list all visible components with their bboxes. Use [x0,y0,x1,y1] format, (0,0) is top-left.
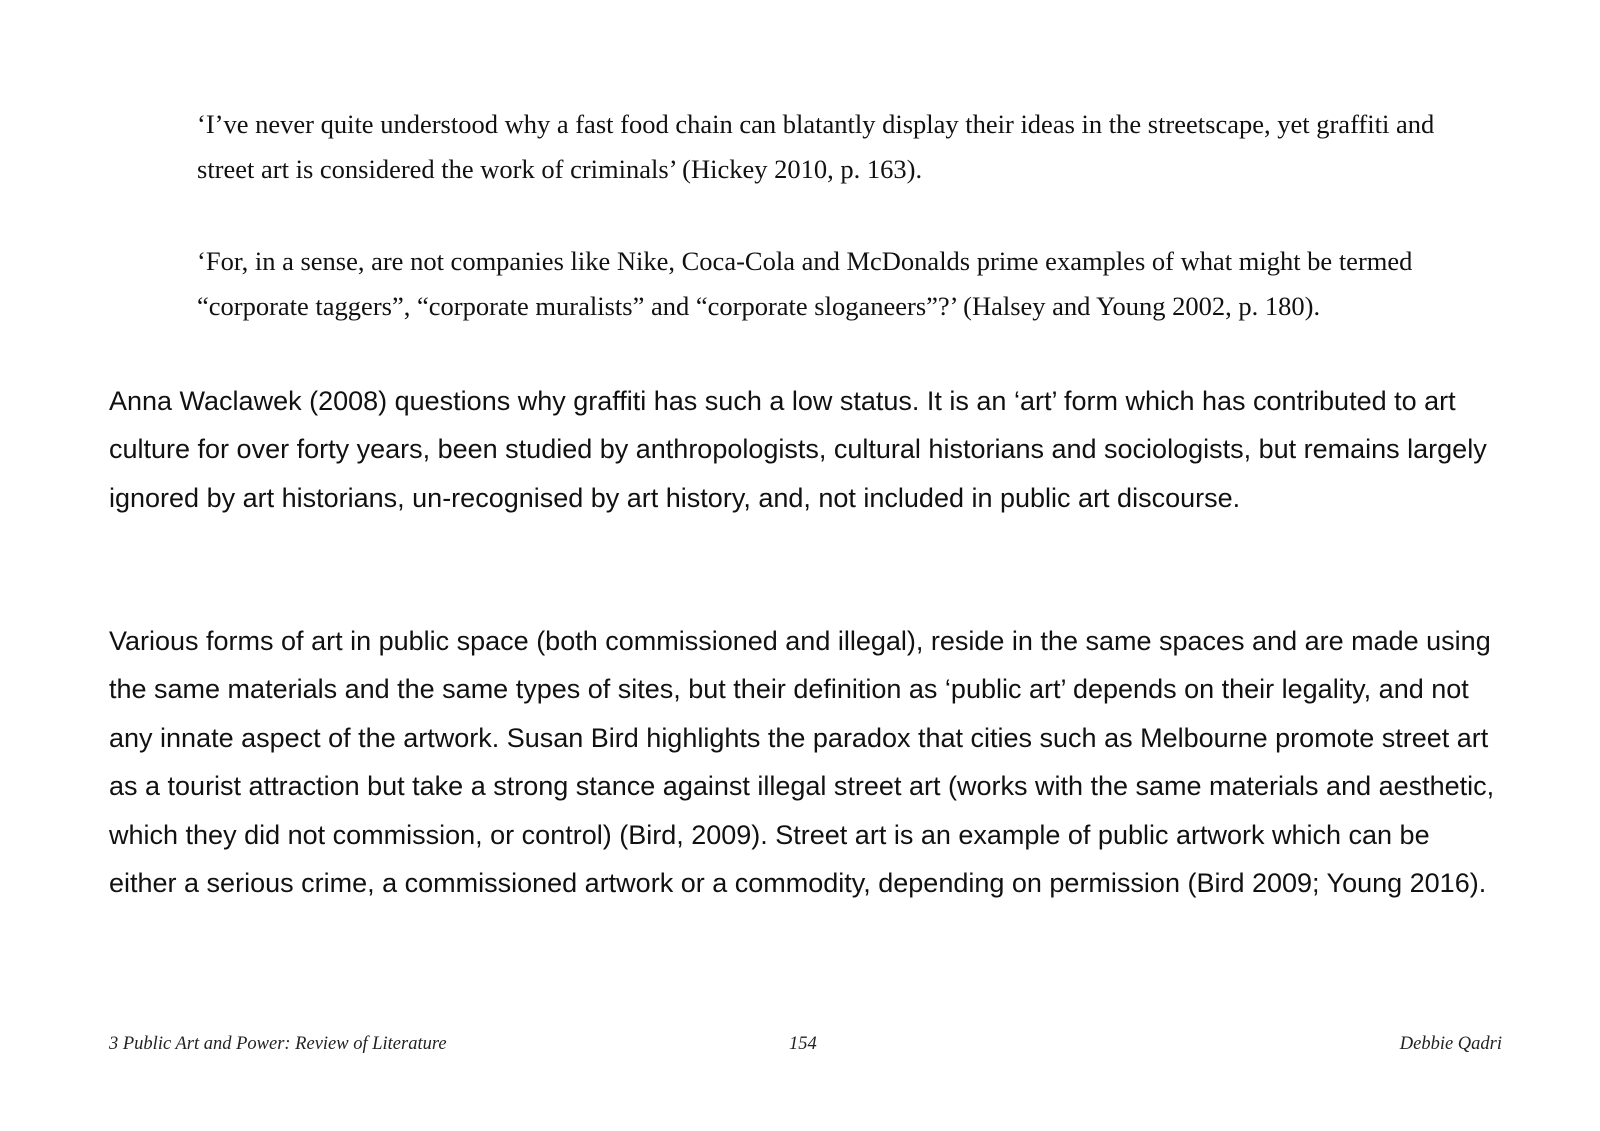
footer-author: Debbie Qadri [1399,1034,1502,1054]
block-quote-halsey-young: ‘For, in a sense, are not companies like Nike, Coca-Cola and McDonalds prime examples of what might be termed “corporate taggers”, “corporate muralists” and “corporate sloganeers”?’ (Halsey and Young 2002, p. 180). [197,246,1413,321]
block-quote-hickey: ‘I’ve never quite understood why a fast food chain can blatantly display their ideas in the streetscape, yet graffiti and street art is considered the work of criminals’ (Hickey 2010, p. 163). [197,109,1435,184]
footer-page-number: 154 [789,1034,817,1054]
footer-chapter-title: 3 Public Art and Power: Review of Literature [109,1034,447,1054]
body-paragraph-public-space: Various forms of art in public space (both commissioned and illegal), reside in the same spaces and are made using the same materials and the same types of sites, but their definition as ‘public art’ depends on their legality, and not any innate aspect of the artwork. Susan Bird highlights the paradox that cities such as Melbourne promote street art as a tourist attraction but take a strong stance against illegal street art (works with the same materials and aesthetic, which they did not commission, or control) (Bird, 2009). Street art is an example of public artwork which can be either a serious crime, a commissioned artwork or a commodity, depending on permission (Bird 2009; Young 2016). [109,626,1495,899]
body-paragraph-waclawek: Anna Waclawek (2008) questions why graffiti has such a low status. It is an ‘art’ form which has contributed to art culture for over forty years, been studied by anthropologists, cultural historians and sociologists, but remains largely ignored by art historians, un-recognised by art history, and, not included in public art discourse. [109,386,1487,513]
